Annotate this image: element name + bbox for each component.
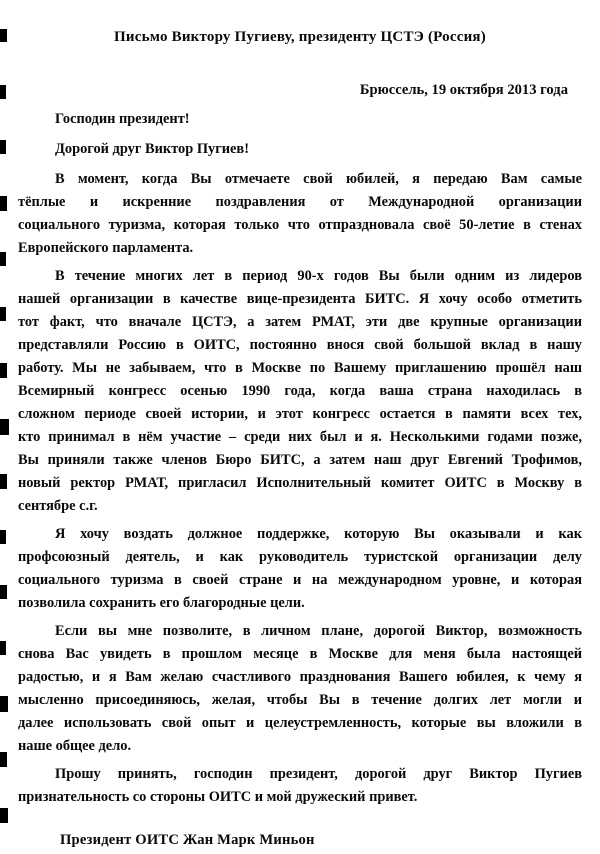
text-line: Если вы мне позволите, в личном плане, дорогой Виктор, возможность <box>55 623 582 639</box>
text-line: далее использовать свой опыт и целеустремленность, которые вы вложили в <box>18 715 582 731</box>
text-line: радостью, и я Вам желаю счастливого празднования Вашего юбилея, к чему я <box>18 669 582 685</box>
text-line: Прошу принять, господин президент, дорогой друг Виктор Пугиев <box>55 766 582 782</box>
date-line: Брюссель, 19 октября 2013 года <box>359 82 568 98</box>
salutation-friend: Дорогой друг Виктор Пугиев! <box>55 141 249 157</box>
scan-edge-mark <box>0 641 6 655</box>
body-paragraph-personal <box>18 620 582 758</box>
text-line: Европейского парламента. <box>18 240 194 256</box>
scan-edge-mark <box>0 419 9 435</box>
body-paragraph-closing <box>18 763 582 809</box>
scan-edge-mark <box>0 196 7 211</box>
scan-edge-mark <box>0 696 8 712</box>
scan-edge-mark <box>0 307 6 321</box>
text-line: позволила сохранить его благородные цели. <box>18 595 305 611</box>
scan-edge-mark <box>0 140 6 154</box>
text-line: тёплые и искренние поздравления от Международной организации <box>18 194 582 210</box>
text-line: новый ректор РМАТ, пригласил Исполнительный комитет ОИТС в Москву в <box>18 475 582 491</box>
text-line: кто принимал в нём участие – среди них был и я. Несколькими годами позже, <box>18 429 582 445</box>
scan-edge-mark <box>0 585 7 599</box>
text-line: социального туризма в своей стране и на международном уровне, и которая <box>18 572 582 588</box>
text-line: профсоюзный деятель, и как руководитель туристской организации делу <box>18 549 582 565</box>
text-line: мысленно присоединяюсь, желая, чтобы Вы в течение долгих лет могли и <box>18 692 582 708</box>
body-paragraph-congratulations <box>18 168 582 260</box>
signature-line: Президент ОИТС Жан Марк Миньон <box>60 832 315 848</box>
text-line: Всемирный конгресс осенью 1990 года, когда ваша страна находилась в <box>18 383 582 399</box>
text-line: сложном периоде своей истории, и этот конгресс остается в памяти всех тех, <box>18 406 582 422</box>
text-line: социального туризма, которая только что отпраздновала своё 50-летие в стенах <box>18 217 582 233</box>
text-line: признательность со стороны ОИТС и мой дружеский привет. <box>18 789 418 805</box>
text-line: представляли Россию в ОИТС, постоянно внося свой большой вклад в нашу <box>18 337 582 353</box>
scan-edge-mark <box>0 29 7 42</box>
text-line: наше общее дело. <box>18 738 132 754</box>
scan-edge-mark <box>0 530 6 544</box>
scan-edge-mark <box>0 85 6 99</box>
scan-edge-mark <box>0 474 7 489</box>
scan-edge-mark <box>0 363 7 378</box>
scan-edge-mark <box>0 752 7 767</box>
text-line: тот факт, что вначале ЦСТЭ, а затем РМАТ, эти две крупные организации <box>18 314 582 330</box>
text-line: снова Вас увидеть в прошлом месяце в Москве для меня была настоящей <box>18 646 582 662</box>
scan-edge-mark <box>0 808 8 823</box>
letter-title: Письмо Виктору Пугиеву, президенту ЦСТЭ (Россия) <box>114 29 486 45</box>
text-line: работу. Мы не забываем, что в Москве по Вашему приглашению прошёл наш <box>18 360 582 376</box>
text-line: Я хочу воздать должное поддержке, которую Вы оказывали и как <box>55 526 582 542</box>
text-line: В течение многих лет в период 90-х годов Вы были одним из лидеров <box>55 268 582 284</box>
body-paragraph-tribute <box>18 523 582 615</box>
text-line: нашей организации в качестве вице-президента БИТС. Я хочу особо отметить <box>18 291 582 307</box>
body-paragraph-history <box>18 265 582 518</box>
text-line: сентябре с.г. <box>18 498 98 514</box>
text-line: Вы приняли также членов Бюро БИТС, а затем наш друг Евгений Трофимов, <box>18 452 582 468</box>
salutation-president: Господин президент! <box>55 111 190 127</box>
text-line: В момент, когда Вы отмечаете свой юбилей, я передаю Вам самые <box>55 171 582 187</box>
scan-edge-mark <box>0 252 6 266</box>
